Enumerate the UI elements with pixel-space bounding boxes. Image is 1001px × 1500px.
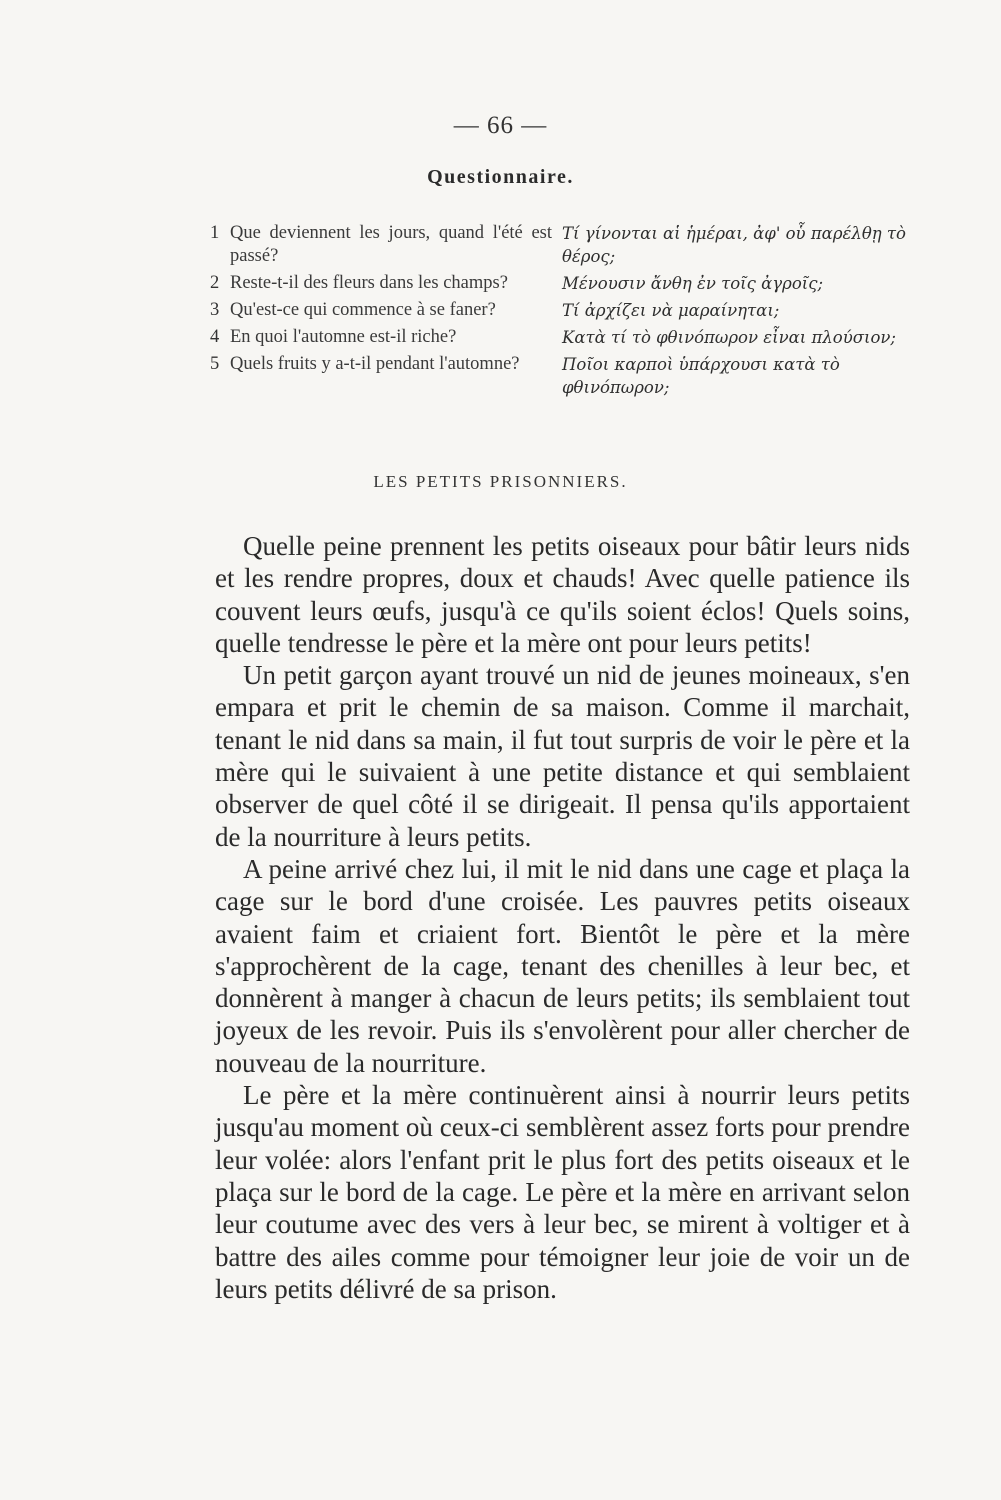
question-row (210, 353, 910, 399)
question-number: 4 (210, 327, 220, 347)
story-paragraph: Un petit garçon ayant trouvé un nid de jeunes moineaux, s'en empara et prit le chemin de sa maison. Comme il marchait, tenant le nid dans sa main, il fut tout surpris de voir le père et la mère qui le suivaient à une petite distance et qui semblaient observer de quel côté il se dirigeait. Il pensa qu'ils apportaient de la nourriture à leurs petits. (215, 660, 910, 852)
question-number: 2 (210, 273, 220, 293)
story-paragraph: Le père et la mère continuèrent ainsi à nourrir leurs petits jusqu'au moment où ceux-ci semblèrent assez forts pour prendre leur volée: alors l'enfant prit le plus fort des petits oiseaux et le plaça sur le bord de la cage. Le père et la mère en arrivant selon leur coutume avec des vers à leur bec, se mirent à voltiger et à battre des ailes comme pour témoigner leur joie de voir un de leurs petits délivré de sa prison. (215, 1080, 910, 1304)
question-greek: Ποῖοι καρποὶ ὑπάρχουσι κατὰ τὸ φθινόπωρον; (562, 355, 840, 397)
page-number: — 66 — (453, 112, 548, 139)
question-number: 5 (210, 354, 220, 374)
question-french: Quels fruits y a-t-il pendant l'automne? (230, 354, 520, 374)
question-row (210, 326, 910, 349)
question-greek: Τί γίνονται αἱ ἡμέραι, ἀφ' οὗ παρέλθῃ τὸ θέρος; (562, 224, 906, 266)
question-french: Qu'est-ce qui commence à se faner? (230, 300, 496, 320)
question-number: 1 (210, 223, 220, 243)
question-row (210, 222, 910, 268)
story-paragraph: A peine arrivé chez lui, il mit le nid dans une cage et plaça la cage sur le bord d'une croisée. Les pauvres petits oiseaux avaient faim et criaient fort. Bientôt le père et la mère s'approchèrent de la cage, tenant des chenilles à leur bec, et donnèrent à manger à chacun de leurs petits; ils semblaient tout joyeux de les revoir. Puis ils s'envolèrent pour aller chercher de nouveau de la nourriture. (215, 853, 910, 1078)
question-row (210, 299, 910, 322)
question-greek: Κατὰ τί τὸ φθινόπωρον εἶναι πλούσιον; (562, 328, 896, 347)
questionnaire-table (210, 222, 910, 403)
story-paragraph: Quelle peine prennent les petits oiseaux pour bâtir leurs nids et les rendre propres, doux et chauds! Avec quelle patience ils couvent leurs œufs, jusqu'à ce qu'ils soient éclos! Quels soins, quelle tendresse le père et la mère ont pour leurs petits! (215, 531, 910, 658)
question-row (210, 272, 910, 295)
story-title: LES PETITS PRISONNIERS. (373, 472, 628, 491)
question-greek: Μένουσιν ἄνθη ἐν τοῖς ἀγροῖς; (562, 274, 824, 293)
questionnaire-title: Questionnaire. (427, 166, 574, 188)
question-french: En quoi l'automne est-il riche? (230, 327, 457, 347)
story-body (215, 530, 910, 1305)
question-french: Reste-t-il des fleurs dans les champs? (230, 273, 508, 293)
question-greek: Τί ἀρχίζει νὰ μαραίνηται; (562, 301, 780, 320)
question-number: 3 (210, 300, 220, 320)
question-french: Que deviennent les jours, quand l'été est passé? (230, 223, 552, 266)
